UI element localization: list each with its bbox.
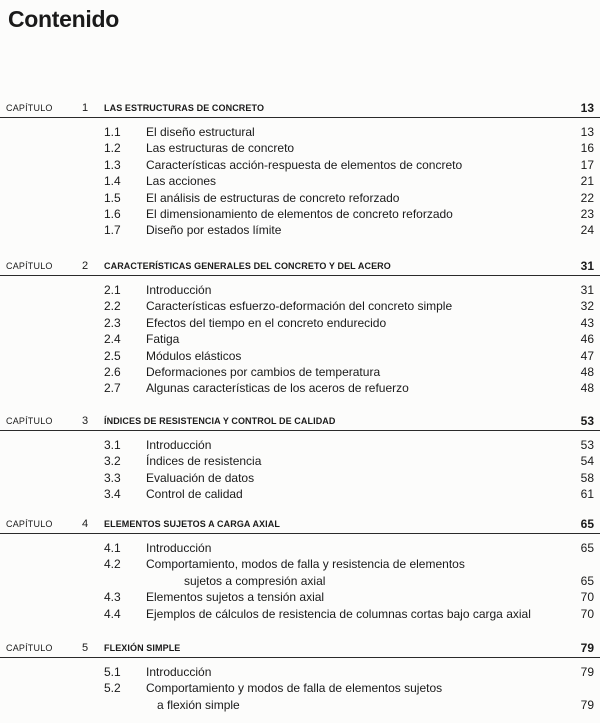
chapter-block — [0, 516, 600, 621]
section-entry[interactable] — [0, 190, 600, 206]
section-title: Índices de resistencia — [146, 454, 262, 469]
section-title: Fatiga — [146, 332, 180, 347]
chapter-label: CAPÍTULO — [6, 643, 53, 653]
section-entry[interactable] — [0, 206, 600, 222]
section-entry[interactable] — [0, 140, 600, 156]
section-number: 1.3 — [104, 157, 121, 172]
section-title: Efectos del tiempo en el concreto endurecido — [146, 315, 387, 330]
section-number: 1.2 — [104, 141, 121, 156]
chapter-divider — [0, 657, 600, 658]
section-title: El análisis de estructuras de concreto reforzado — [146, 190, 400, 205]
section-title: Las estructuras de concreto — [146, 141, 295, 156]
section-entry[interactable] — [0, 486, 600, 502]
section-title: Ejemplos de cálculos de resistencia de columnas cortas bajo carga axial — [146, 606, 531, 621]
section-title-continued: a flexión simple — [157, 697, 240, 712]
section-title: Comportamiento, modos de falla y resistencia de elementos — [146, 557, 465, 572]
section-entry[interactable] — [0, 380, 600, 396]
section-page-number: 79 — [580, 665, 594, 679]
section-page-number: 21 — [580, 174, 594, 189]
section-list — [0, 664, 600, 713]
section-page-number: 79 — [580, 697, 594, 712]
section-title: Diseño por estados límite — [146, 223, 282, 238]
chapter-heading — [0, 100, 600, 116]
section-title: Comportamiento y modos de falla de elementos sujetos — [146, 681, 443, 696]
section-entry[interactable] — [0, 157, 600, 173]
section-page-number: 47 — [580, 348, 594, 363]
section-number: 3.4 — [104, 487, 121, 502]
section-number: 4.2 — [104, 557, 121, 572]
chapter-page-number: 53 — [580, 414, 594, 428]
section-title: Características acción-respuesta de elementos de concreto — [146, 157, 463, 172]
section-title: Elementos sujetos a tensión axial — [146, 590, 325, 605]
section-page-number: 32 — [580, 299, 594, 314]
section-number: 2.3 — [104, 315, 121, 330]
section-number: 2.5 — [104, 348, 121, 363]
section-page-number: 65 — [580, 541, 594, 555]
section-number: 1.5 — [104, 190, 121, 205]
section-number: 3.3 — [104, 470, 121, 485]
section-page-number: 17 — [580, 157, 594, 172]
chapter-number: 3 — [82, 415, 89, 427]
chapter-divider — [0, 430, 600, 431]
section-page-number: 53 — [580, 438, 594, 452]
section-list — [0, 540, 600, 622]
chapter-number: 1 — [82, 102, 89, 114]
section-title: Módulos elásticos — [146, 348, 242, 363]
section-page-number: 13 — [580, 125, 594, 139]
section-number: 5.2 — [104, 681, 121, 696]
chapter-block — [0, 640, 600, 712]
section-entry[interactable] — [0, 282, 600, 298]
section-entry[interactable] — [0, 453, 600, 469]
section-title: Introducción — [146, 283, 212, 297]
section-number: 2.7 — [104, 381, 121, 396]
section-entry[interactable] — [0, 589, 600, 605]
chapter-number: 2 — [82, 260, 89, 272]
section-entry[interactable] — [0, 606, 600, 622]
section-number: 1.4 — [104, 174, 121, 189]
section-list — [0, 282, 600, 397]
section-entry[interactable] — [0, 470, 600, 486]
section-title: Características esfuerzo-deformación del concreto simple — [146, 299, 453, 314]
chapter-number: 5 — [82, 642, 89, 654]
section-title: El dimensionamiento de elementos de concreto reforzado — [146, 206, 453, 221]
chapter-label: CAPÍTULO — [6, 261, 53, 271]
chapter-page-number: 31 — [580, 259, 594, 273]
section-page-number: 54 — [580, 454, 594, 469]
chapter-number: 4 — [82, 518, 89, 530]
section-entry[interactable] — [0, 364, 600, 380]
chapter-page-number: 65 — [580, 517, 594, 531]
chapter-title: LAS ESTRUCTURAS DE CONCRETO — [104, 103, 265, 113]
chapter-label: CAPÍTULO — [6, 519, 53, 529]
chapter-heading — [0, 258, 600, 274]
section-entry[interactable] — [0, 664, 600, 680]
chapter-title: CARACTERÍSTICAS GENERALES DEL CONCRETO Y DEL ACERO — [104, 261, 391, 271]
section-entry[interactable] — [0, 124, 600, 140]
chapter-page-number: 13 — [580, 101, 594, 115]
section-entry[interactable] — [0, 298, 600, 314]
section-page-number: 58 — [580, 470, 594, 485]
section-title: Introducción — [146, 541, 212, 555]
page-title: Contenido — [8, 6, 119, 32]
section-number: 3.2 — [104, 454, 121, 469]
section-entry[interactable] — [0, 331, 600, 347]
section-title: Evaluación de datos — [146, 470, 255, 485]
section-entry[interactable] — [0, 437, 600, 453]
section-entry[interactable] — [0, 173, 600, 189]
chapter-block — [0, 413, 600, 502]
section-entry[interactable] — [0, 540, 600, 556]
section-number: 2.1 — [104, 283, 121, 297]
section-title: Introducción — [146, 665, 212, 679]
section-page-number: 24 — [580, 223, 594, 238]
section-title: Las acciones — [146, 174, 217, 189]
section-entry[interactable] — [0, 348, 600, 364]
chapter-divider — [0, 117, 600, 118]
section-number: 5.1 — [104, 665, 121, 679]
section-list — [0, 437, 600, 503]
chapter-label: CAPÍTULO — [6, 416, 53, 426]
chapter-heading — [0, 516, 600, 532]
section-number: 4.3 — [104, 590, 121, 605]
section-title: El diseño estructural — [146, 125, 255, 139]
section-page-number: 46 — [580, 332, 594, 347]
section-title-continued: sujetos a compresión axial — [184, 573, 326, 588]
chapter-divider — [0, 275, 600, 276]
chapter-label: CAPÍTULO — [6, 103, 53, 113]
chapter-title: ÍNDICES DE RESISTENCIA Y CONTROL DE CALIDAD — [104, 416, 336, 426]
section-number: 1.6 — [104, 206, 121, 221]
section-title: Introducción — [146, 438, 212, 452]
section-page-number: 16 — [580, 141, 594, 156]
section-page-number: 23 — [580, 206, 594, 221]
chapter-title: FLEXIÓN SIMPLE — [104, 643, 181, 653]
section-page-number: 31 — [580, 283, 594, 297]
chapter-page-number: 79 — [580, 641, 594, 655]
section-number: 3.1 — [104, 438, 121, 452]
chapter-block — [0, 258, 600, 396]
section-page-number: 48 — [580, 381, 594, 396]
section-entry[interactable] — [0, 315, 600, 331]
section-entry[interactable] — [0, 556, 600, 589]
section-list — [0, 124, 600, 239]
section-number: 2.2 — [104, 299, 121, 314]
chapter-heading — [0, 640, 600, 656]
chapter-divider — [0, 533, 600, 534]
section-page-number: 70 — [580, 606, 594, 621]
section-number: 2.4 — [104, 332, 121, 347]
section-number: 4.4 — [104, 606, 121, 621]
chapter-block — [0, 100, 600, 238]
section-number: 4.1 — [104, 541, 121, 555]
section-page-number: 22 — [580, 190, 594, 205]
section-page-number: 48 — [580, 364, 594, 379]
section-number: 1.1 — [104, 125, 121, 139]
section-page-number: 70 — [580, 590, 594, 605]
section-page-number: 65 — [580, 573, 594, 588]
section-title: Deformaciones por cambios de temperatura — [146, 364, 381, 379]
section-title: Control de calidad — [146, 487, 243, 502]
section-entry[interactable] — [0, 680, 600, 713]
section-number: 2.6 — [104, 364, 121, 379]
section-number: 1.7 — [104, 223, 121, 238]
chapter-title: ELEMENTOS SUJETOS A CARGA AXIAL — [104, 519, 280, 529]
section-entry[interactable] — [0, 222, 600, 238]
chapter-heading — [0, 413, 600, 429]
section-title: Algunas características de los aceros de refuerzo — [146, 381, 409, 396]
section-page-number: 43 — [580, 315, 594, 330]
section-page-number: 61 — [580, 487, 594, 502]
